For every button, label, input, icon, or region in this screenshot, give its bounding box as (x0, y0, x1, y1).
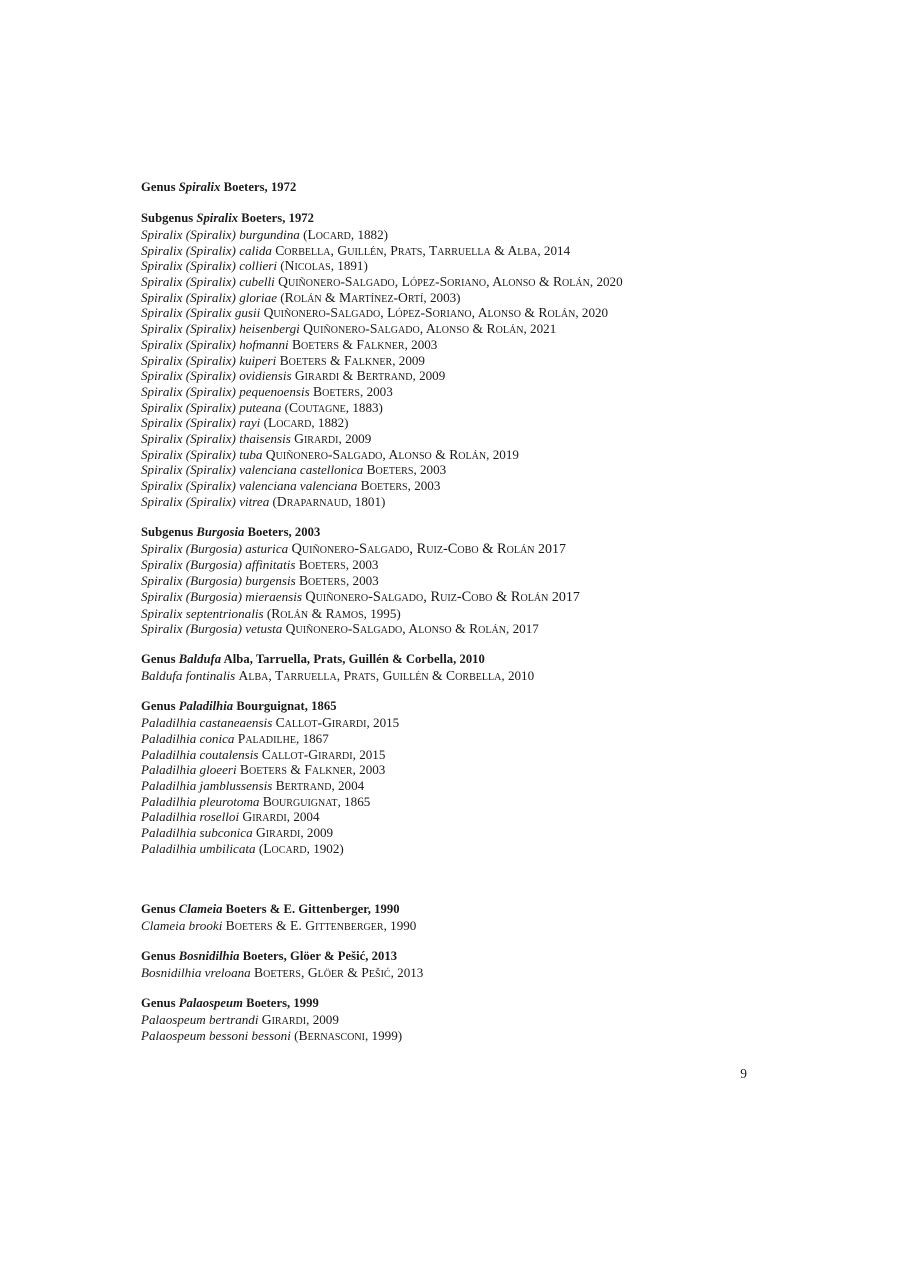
heading-taxon-name: Baldufa (178, 652, 222, 667)
species-year: , 1999) (365, 1027, 403, 1043)
species-year: , 2015 (352, 746, 386, 762)
species-authority: Locard (263, 840, 307, 856)
species-year: , 2009 (412, 368, 446, 384)
species-entry (141, 731, 761, 747)
section-spacer (141, 934, 761, 950)
species-authority: Girardi (242, 809, 287, 825)
species-year: , 2003 (360, 383, 393, 399)
heading-rank: Genus (141, 902, 179, 917)
species-authority: Quiñonero-Salgado, López-Soriano, Alonso & Rolán (263, 305, 576, 321)
species-authority: Bernasconi (298, 1027, 365, 1043)
species-entry (141, 258, 761, 274)
species-authority: Quiñonero-Salgado, Alonso & Rolán (303, 321, 524, 337)
heading-taxon-name: Clameia (178, 902, 223, 917)
species-taxon-name: Spiralix (Spiralix) pequenoensis (141, 383, 314, 399)
species-taxon-name: Spiralix (Spiralix) tuba (141, 446, 266, 462)
species-authority: Boeters (360, 478, 408, 494)
species-taxon-name: Paladilhia umbilicata (141, 840, 259, 856)
heading-rank: Genus (141, 180, 179, 194)
species-year: , 1990 (383, 918, 417, 934)
heading-taxon-name: Spiralix (196, 211, 239, 226)
species-taxon-name: Bosnidilhia vreloana (141, 965, 254, 981)
species-entry (141, 462, 761, 478)
species-authority: Quiñonero-Salgado, Alonso & Rolán (265, 446, 487, 462)
species-year: , 1867 (296, 730, 329, 746)
species-year: , 2014 (537, 242, 571, 258)
species-year: , 2009 (300, 825, 334, 841)
section-spacer (141, 637, 761, 653)
genus-heading-paladilhia (141, 699, 761, 715)
species-taxon-name: Spiralix (Spiralix gusii (141, 305, 264, 321)
species-taxon-name: Spiralix (Spiralix) heisenbergi (141, 321, 304, 337)
species-authority: Quiñonero-Salgado, Alonso & Rolán (285, 621, 507, 637)
species-authority: Corbella, Guillén, Prats, Tarruella & Alba (275, 242, 538, 258)
page-number: 9 (740, 1066, 747, 1081)
species-entry (141, 841, 761, 857)
species-taxon-name: Palaospeum bertrandi (141, 1011, 262, 1027)
species-year: , 1902) (306, 840, 344, 856)
species-taxon-name: Spiralix (Burgosia) vetusta (141, 621, 286, 637)
heading-authority: Boeters, 1999 (242, 996, 319, 1011)
species-entry (141, 589, 761, 606)
species-authority: Boeters, Glöer & Pešić (254, 965, 391, 981)
authority-open-paren: ( (272, 493, 277, 509)
species-taxon-name: Spiralix septentrionalis (141, 605, 267, 621)
species-entry (141, 431, 761, 447)
genus-heading-spiralix (141, 180, 761, 196)
species-entry (141, 606, 761, 622)
species-authority: Boeters & Falkner (239, 762, 353, 778)
authority-open-paren: ( (258, 840, 264, 856)
heading-rank: Genus (141, 996, 179, 1011)
species-entry (141, 447, 761, 463)
species-year: , 2003 (352, 762, 386, 778)
heading-rank: Genus (141, 949, 179, 964)
species-entry (141, 794, 761, 810)
heading-taxon-name: Palaospeum (178, 996, 243, 1011)
species-entry (141, 415, 761, 431)
species-authority: Locard (267, 415, 312, 431)
species-authority: Girardi (261, 1011, 307, 1027)
species-taxon-name: Paladilhia castaneaensis (141, 715, 276, 731)
authority-open-paren: ( (280, 289, 285, 305)
taxonomy-checklist (141, 180, 761, 1043)
species-authority: Boeters & E. Gittenberger (225, 918, 384, 934)
species-entry (141, 368, 761, 384)
species-year: , 2003 (407, 478, 441, 494)
authority-open-paren: ( (266, 605, 272, 621)
species-entry (141, 778, 761, 794)
species-taxon-name: Paladilhia jamblussensis (141, 777, 276, 793)
species-entry (141, 762, 761, 778)
species-year: , 2013 (390, 965, 424, 981)
species-taxon-name: Spiralix (Burgosia) affinitatis (141, 557, 299, 573)
species-taxon-name: Paladilhia roselloi (141, 809, 243, 825)
species-taxon-name: Spiralix (Spiralix) ovidiensis (141, 368, 295, 384)
species-entry (141, 557, 761, 573)
species-entry (141, 353, 761, 369)
species-authority: Rolán & Ramos (271, 605, 364, 621)
species-entry (141, 1028, 761, 1044)
species-authority: Draparnaud (276, 493, 349, 509)
species-year: , 2009 (306, 1011, 339, 1027)
species-authority: Boeters (313, 383, 361, 399)
heading-authority: Boeters, Glöer & Pešić, 2013 (239, 949, 398, 964)
species-taxon-name: Spiralix (Spiralix) gloriae (141, 289, 281, 305)
species-year: , 1882) (350, 226, 389, 242)
species-entry (141, 290, 761, 306)
species-taxon-name: Spiralix (Spiralix) vitrea (141, 493, 273, 509)
genus-heading-baldufa (141, 652, 761, 668)
species-authority: Callot-Girardi (275, 715, 367, 731)
species-authority: Boeters (298, 557, 346, 573)
species-year: , 1995) (363, 605, 401, 621)
authority-open-paren: ( (294, 1027, 299, 1043)
subgenus-heading-spiralix (141, 211, 761, 227)
species-year: , 2015 (366, 715, 400, 731)
species-taxon-name: Spiralix (Burgosia) mieraensis (141, 588, 306, 604)
species-taxon-name: Spiralix (Spiralix) collieri (141, 258, 281, 274)
heading-taxon-name: Burgosia (196, 525, 245, 540)
species-taxon-name: Paladilhia conica (141, 730, 238, 746)
species-entry (141, 337, 761, 353)
species-year: , 2009 (338, 431, 372, 447)
species-authority: Boeters & Falkner (291, 336, 405, 352)
species-authority: Callot-Girardi (261, 746, 353, 762)
species-entry (141, 825, 761, 841)
species-authority: Boeters (366, 462, 414, 478)
species-taxon-name: Spiralix (Spiralix) burgundina (141, 226, 304, 242)
species-year: , 1883) (345, 399, 383, 415)
section-spacer (141, 196, 761, 212)
species-entry (141, 305, 761, 321)
species-entry (141, 274, 761, 290)
species-entry (141, 384, 761, 400)
species-entry (141, 243, 761, 259)
genus-heading-bosnidilhia (141, 949, 761, 965)
species-authority: Rolán & Martínez-Ortí (284, 289, 424, 305)
species-taxon-name: Palaospeum bessoni bessoni (141, 1027, 295, 1043)
species-taxon-name: Paladilhia subconica (141, 825, 256, 841)
species-year: , 1891) (330, 258, 368, 274)
species-year: , 2003 (413, 462, 447, 478)
species-taxon-name: Spiralix (Spiralix) thaisensis (141, 431, 295, 447)
species-taxon-name: Spiralix (Spiralix) valenciana valenciana (141, 478, 361, 494)
species-entry (141, 715, 761, 731)
heading-taxon-name: Paladilhia (178, 699, 234, 714)
heading-authority: Boeters, 1972 (220, 180, 297, 194)
heading-authority: Alba, Tarruella, Prats, Guillén & Corbella, 2010 (221, 652, 485, 667)
species-entry (141, 621, 761, 637)
species-year: , 2021 (523, 321, 557, 337)
species-taxon-name: Paladilhia pleurotoma (141, 793, 263, 809)
species-authority: Boeters (298, 573, 346, 589)
heading-authority: Bourguignat, 1865 (233, 699, 337, 714)
species-authority: Locard (307, 226, 351, 242)
section-spacer (141, 510, 761, 526)
species-entry (141, 478, 761, 494)
heading-rank: Subgenus (141, 211, 197, 226)
species-authority: Girardi & Bertrand (294, 368, 413, 384)
heading-taxon-name: Bosnidilhia (178, 949, 240, 964)
species-entry (141, 573, 761, 589)
species-entry (141, 747, 761, 763)
section-spacer (141, 684, 761, 700)
species-taxon-name: Spiralix (Burgosia) asturica (141, 540, 292, 556)
species-entry (141, 494, 761, 510)
species-taxon-name: Spiralix (Burgosia) burgensis (141, 573, 299, 589)
species-year: , 2004 (286, 809, 320, 825)
species-year: , 2003 (404, 336, 438, 352)
heading-authority: Boeters, 1972 (238, 211, 315, 226)
species-taxon-name: Spiralix (Spiralix) puteana (141, 399, 285, 415)
species-year: 2017 (548, 589, 580, 605)
authority-open-paren: ( (303, 226, 308, 242)
authority-open-paren: ( (263, 415, 268, 431)
species-authority: Quiñonero-Salgado, Ruiz-Cobo & Rolán (291, 540, 535, 557)
species-year: , 2020 (589, 274, 623, 290)
species-taxon-name: Spiralix (Spiralix) kuiperi (141, 352, 280, 368)
species-taxon-name: Spiralix (Spiralix) rayi (141, 415, 264, 431)
species-year: , 2003 (345, 573, 379, 589)
species-year: , 1882) (311, 415, 349, 431)
species-year: , 2009 (392, 352, 425, 368)
species-taxon-name: Spiralix (Spiralix) calida (141, 242, 276, 258)
heading-rank: Genus (141, 699, 179, 714)
species-year: , 2003 (345, 557, 379, 573)
species-year: , 2019 (486, 446, 519, 462)
species-year: , 1801) (348, 493, 386, 509)
authority-open-paren: ( (280, 258, 285, 274)
species-year: , 2004 (331, 777, 365, 793)
species-authority: Coutagne (289, 399, 346, 415)
species-taxon-name: Paladilhia gloeeri (141, 762, 240, 778)
species-entry (141, 541, 761, 558)
heading-taxon-name: Spiralix (178, 180, 221, 194)
authority-open-paren: ( (284, 399, 290, 415)
species-taxon-name: Baldufa fontinalis (141, 668, 239, 684)
species-authority: Girardi (294, 431, 339, 447)
section-spacer (141, 856, 761, 902)
species-authority: Paladilhe (237, 730, 297, 746)
heading-authority: Boeters, 2003 (244, 525, 321, 540)
species-entry (141, 321, 761, 337)
species-year: , 2010 (501, 668, 535, 684)
species-taxon-name: Spiralix (Spiralix) hofmanni (141, 336, 292, 352)
species-authority: Girardi (255, 825, 301, 841)
species-entry (141, 809, 761, 825)
species-year: , 2017 (506, 621, 539, 637)
genus-heading-clameia (141, 902, 761, 918)
species-year: , 2020 (575, 305, 609, 321)
species-entry (141, 1012, 761, 1028)
species-taxon-name: Paladilhia coutalensis (141, 746, 262, 762)
species-taxon-name: Spiralix (Spiralix) cubelli (141, 274, 279, 290)
subgenus-heading-burgosia (141, 525, 761, 541)
heading-authority: Boeters & E. Gittenberger, 1990 (222, 902, 400, 917)
heading-rank: Genus (141, 652, 179, 667)
species-entry (141, 668, 761, 684)
species-authority: Quiñonero-Salgado, Ruiz-Cobo & Rolán (305, 588, 549, 605)
species-authority: Nicolas (284, 258, 331, 274)
section-spacer (141, 981, 761, 997)
species-entry (141, 965, 761, 981)
species-authority: Quiñonero-Salgado, López-Soriano, Alonso & Rolán (278, 274, 590, 290)
species-year: 2017 (534, 541, 567, 557)
species-entry (141, 918, 761, 934)
species-entry (141, 227, 761, 243)
genus-heading-palaospeum (141, 996, 761, 1012)
heading-rank: Subgenus (141, 525, 197, 540)
species-entry (141, 400, 761, 416)
species-year: , 2003) (423, 289, 461, 305)
species-taxon-name: Spiralix (Spiralix) valenciana castellonica (141, 462, 367, 478)
species-authority: Alba, Tarruella, Prats, Guillén & Corbella (238, 668, 502, 684)
species-taxon-name: Clameia brooki (141, 918, 226, 934)
species-authority: Boeters & Falkner (279, 352, 393, 368)
species-authority: Bourguignat (262, 793, 338, 809)
species-year: , 1865 (337, 793, 371, 809)
species-authority: Bertrand (275, 777, 332, 793)
